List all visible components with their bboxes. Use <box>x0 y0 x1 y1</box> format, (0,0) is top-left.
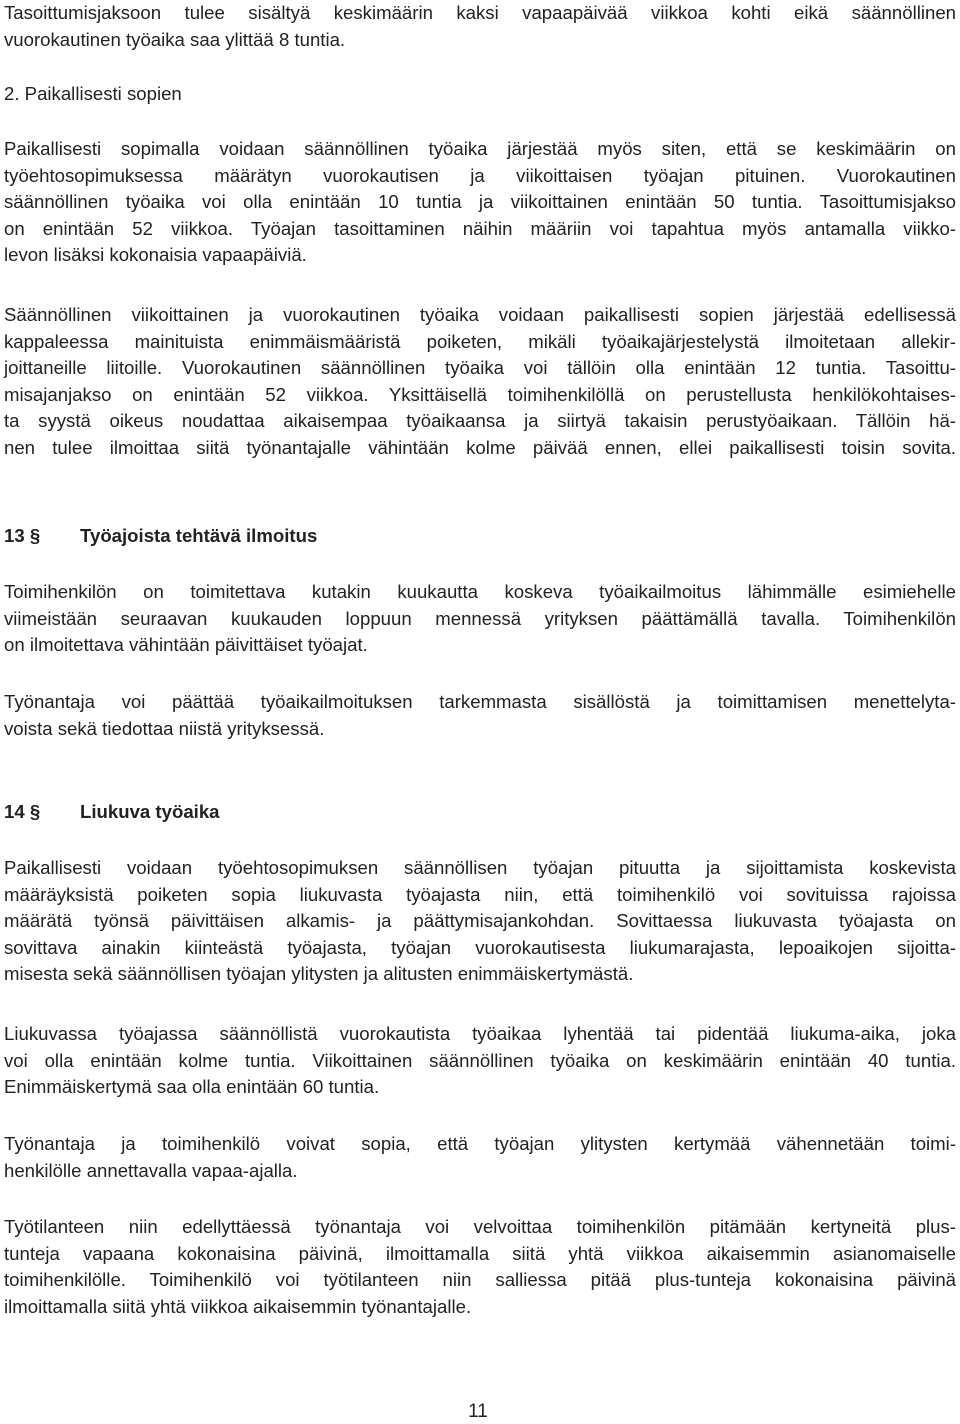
text-line: Työnantaja voi päättää työaikailmoituksen tarkemmasta sisällöstä ja toimittamisen menettelyta- <box>4 691 956 712</box>
text-line: sovittava ainakin kiinteästä työajasta, työajan vuorokautisesta liukumarajasta, lepoaikojen sijoitta- <box>4 936 956 958</box>
text-line: on enintään 52 viikkoa. Työajan tasoittaminen näihin määriin voi tapahtua myös antamalla viikko- <box>4 217 956 239</box>
text-line: levon lisäksi kokonaisia vapaapäiviä. <box>4 244 307 266</box>
section-heading <box>4 523 317 549</box>
text-line: on ilmoitettava vähintään päivittäiset työajat. <box>4 634 368 656</box>
page-number: 11 <box>468 1401 488 1422</box>
text-line: Paikallisesti sopimalla voidaan säännöllinen työaika järjestää myös siten, että se keskimäärin on <box>4 138 956 159</box>
text-line: määräyksistä poiketen sopia liukuvasta työajasta niin, että toimihenkilö voi sovituissa rajoissa <box>4 883 956 905</box>
section-number: 13 § <box>4 525 41 546</box>
text-line: joittaneille liitoille. Vuorokautinen säännöllinen työaika voi tällöin olla enintään 12 tuntia. Tasoittu- <box>4 357 956 379</box>
text-line: misesta sekä säännöllisen työajan ylitysten ja alitusten enimmäiskertymästä. <box>4 963 634 985</box>
text-line: säännöllinen työaika voi olla enintään 10 tuntia ja viikoittainen enintään 50 tuntia. Tasoittumisjakso <box>4 191 956 213</box>
text-line: vuorokautinen työaika saa ylittää 8 tuntia. <box>4 28 346 50</box>
paragraph <box>4 302 956 462</box>
text-line: ta syystä oikeus noudattaa aikaisempaa työaikaansa ja siirtyä takaisin perustyöaikaan. Tällöin hä- <box>4 410 956 432</box>
text-line: kappaleessa mainituista enimmäismääristä poiketen, mikäli työaikajärjestelystä ilmoitetaan allekir- <box>4 330 956 352</box>
subsection-title-text: 2. Paikallisesti sopien <box>4 83 182 104</box>
text-line: Toimihenkilön on toimitettava kutakin kuukautta koskeva työaikailmoitus lähimmälle esimiehelle <box>4 581 956 602</box>
paragraph <box>4 689 956 742</box>
text-line: nen tulee ilmoittaa siitä työnantajalle vähintään kolme päivää ennen, ellei paikallisesti toisin sovita. <box>4 436 956 458</box>
paragraph <box>4 579 956 659</box>
paragraph <box>4 136 956 269</box>
text-line: ilmoittamalla siitä yhtä viikkoa aikaisemmin työnantajalle. <box>4 1295 472 1317</box>
text-line: Liukuvassa työajassa säännöllistä vuorokautista työaikaa lyhentää tai pidentää liukuma-aika, joka <box>4 1023 956 1044</box>
paragraph <box>4 855 956 988</box>
text-line: työehtosopimuksessa määrätyn vuorokautisen ja viikoittaisen työajan pituinen. Vuorokautinen <box>4 164 956 186</box>
text-line: Työtilanteen niin edellyttäessä työnantaja voi velvoittaa toimihenkilön pitämään kertyneitä plus- <box>4 1216 956 1237</box>
text-line: misajanjakso on enintään 52 viikkoa. Yksittäisellä toimihenkilöllä on perustellusta henkilökohtaises- <box>4 383 956 405</box>
text-line: Enimmäiskertymä saa olla enintään 60 tuntia. <box>4 1076 380 1098</box>
paragraph <box>4 1131 956 1184</box>
text-line: henkilölle annettavalla vapaa-ajalla. <box>4 1159 298 1181</box>
text-line: määrätä työnsä päivittäisen alkamis- ja päättymisajankohdan. Sovittaessa liukuvasta työajasta on <box>4 910 956 932</box>
section-title: Työajoista tehtävä ilmoitus <box>80 525 318 546</box>
text-line: voista sekä tiedottaa niistä yrityksessä. <box>4 717 325 739</box>
paragraph <box>4 1021 956 1101</box>
text-line: Työnantaja ja toimihenkilö voivat sopia, että työajan ylitysten kertymää vähennetään toimi- <box>4 1133 956 1154</box>
text-line: voi olla enintään kolme tuntia. Viikoittainen säännöllinen työaika on keskimäärin enintään 40 tuntia. <box>4 1049 956 1071</box>
paragraph <box>4 1214 956 1320</box>
text-line: toimihenkilölle. Toimihenkilö voi työtilanteen niin salliessa pitää plus-tunteja kokonaisina päivinä <box>4 1269 956 1291</box>
section-number: 14 § <box>4 801 41 822</box>
intro-paragraph <box>4 0 956 53</box>
section-heading <box>4 799 220 825</box>
text-line: Säännöllinen viikoittainen ja vuorokautinen työaika voidaan paikallisesti sopien järjestää edellisessä <box>4 304 956 325</box>
section-title: Liukuva työaika <box>80 801 220 822</box>
text-line: Tasoittumisjaksoon tulee sisältyä keskimäärin kaksi vapaapäivää viikkoa kohti eikä säännöllinen <box>4 2 956 23</box>
text-line: viimeistään seuraavan kuukauden loppuun mennessä yrityksen päättämällä tavalla. Toimihenkilön <box>4 607 956 629</box>
subsection-title <box>4 81 956 108</box>
text-line: Paikallisesti voidaan työehtosopimuksen säännöllisen työajan pituutta ja sijoittamista koskevista <box>4 857 956 878</box>
text-line: tunteja vapaana kokonaisina päivinä, ilmoittamalla siitä yhtä viikkoa aikaisemmin asianomaiselle <box>4 1242 956 1264</box>
